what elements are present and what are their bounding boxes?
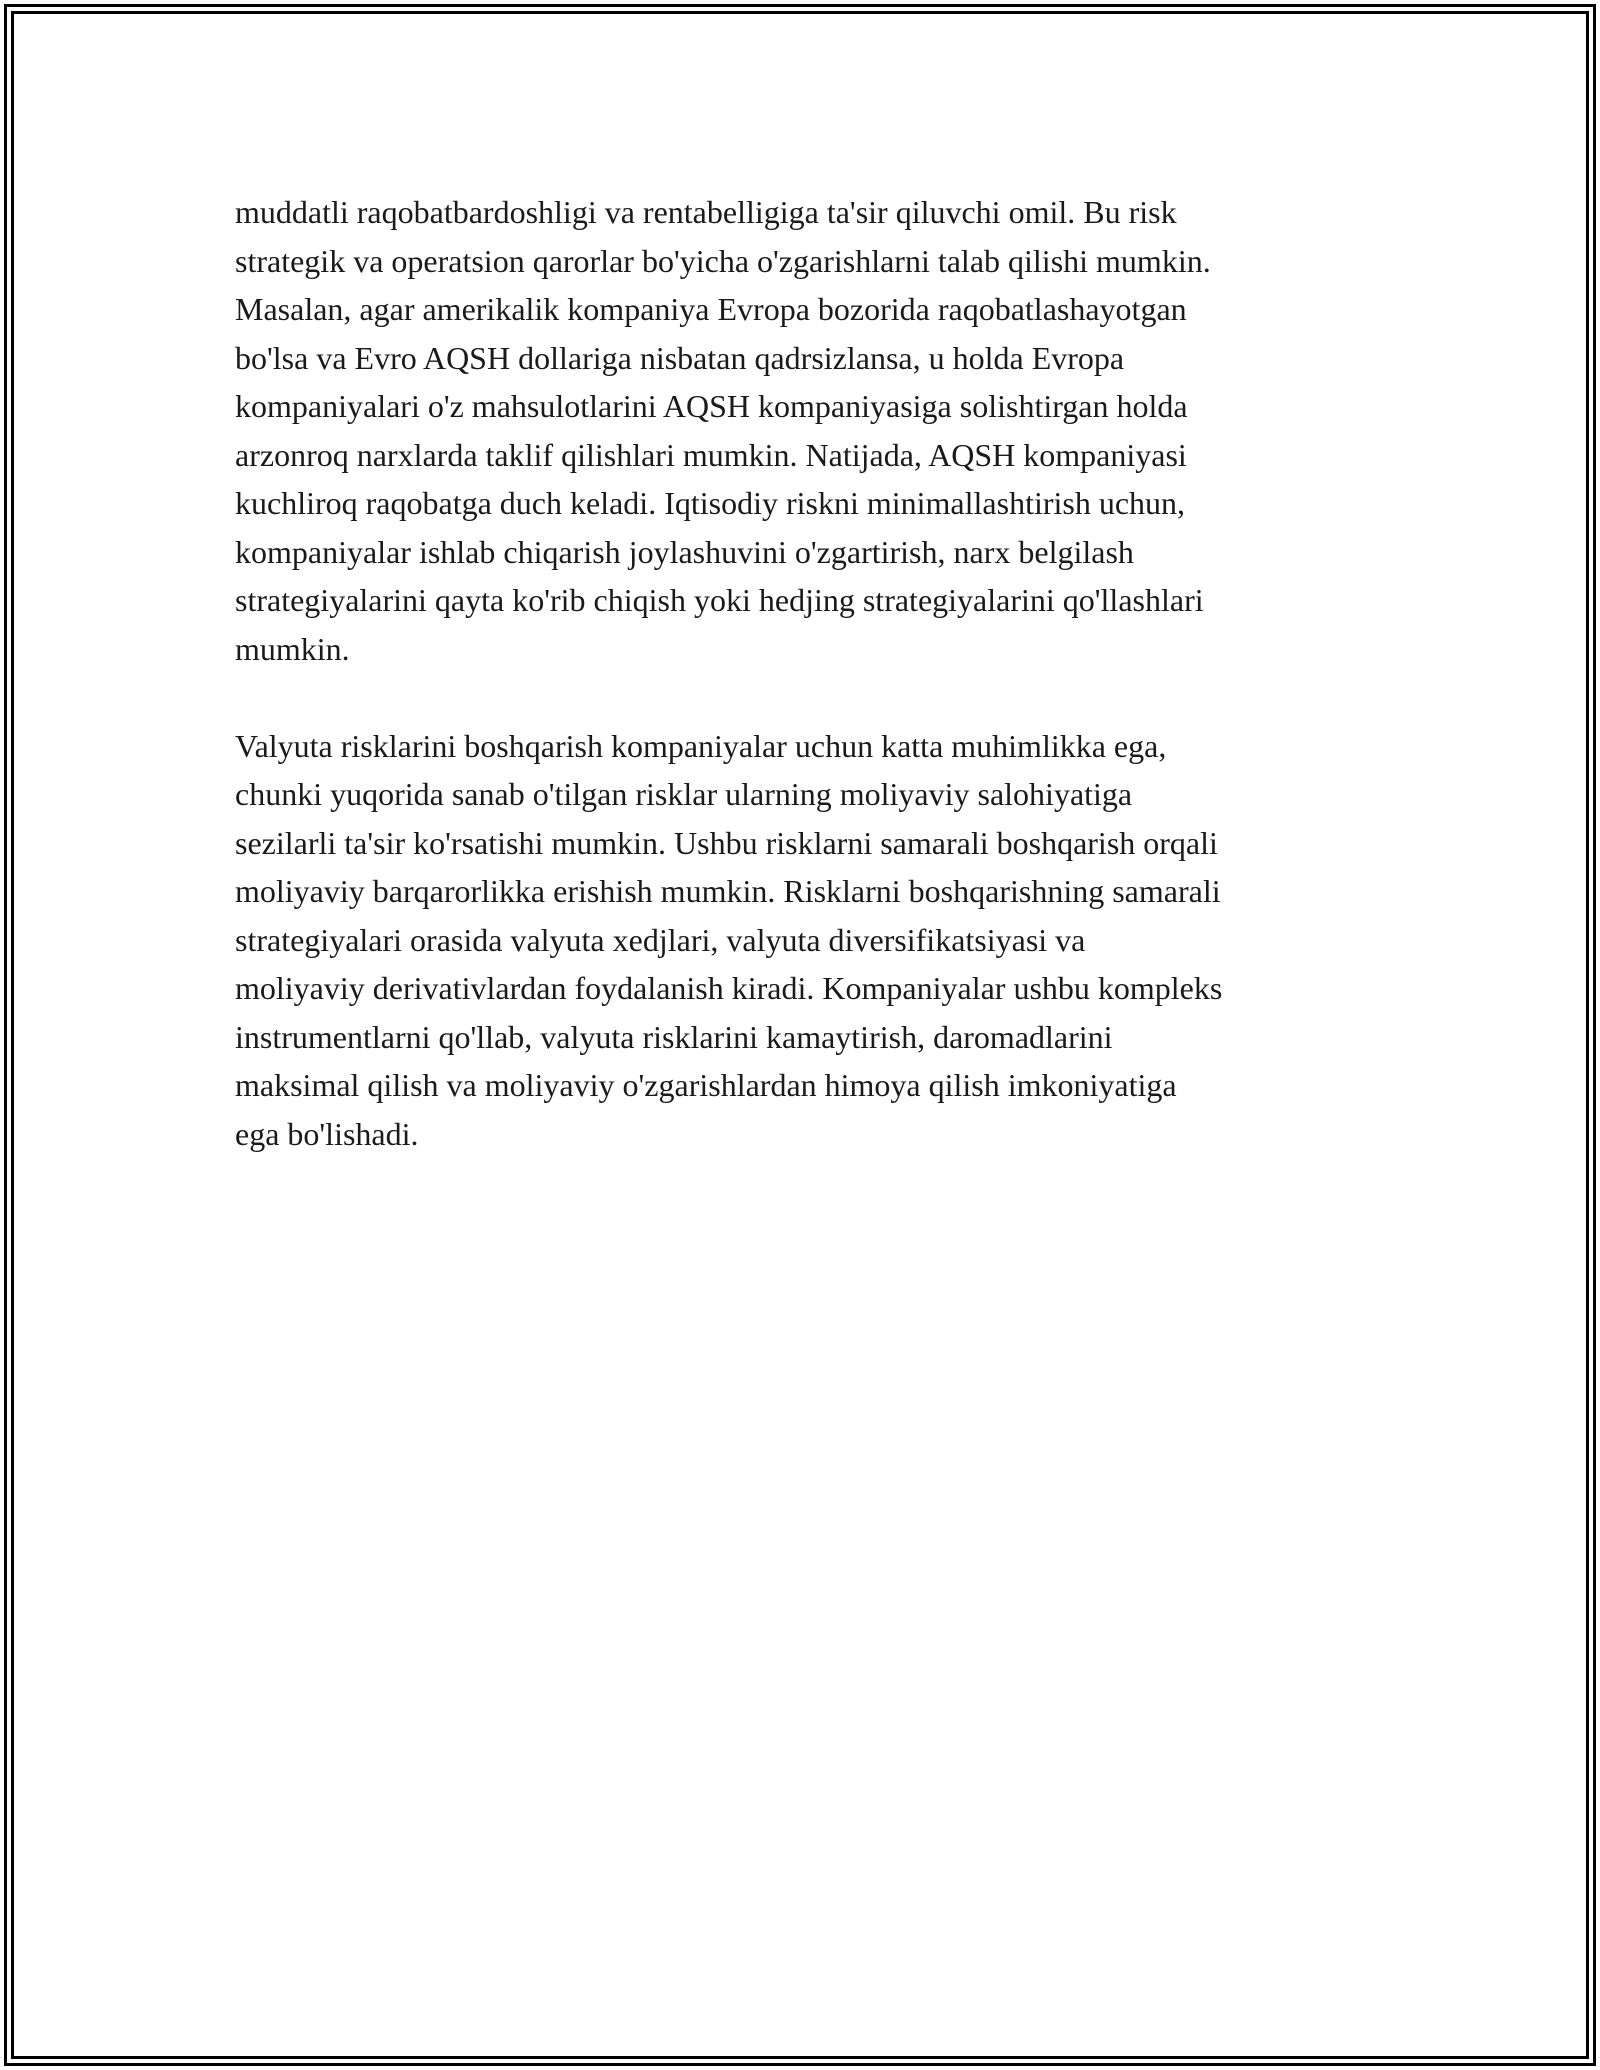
- text-line: muddatli raqobatbardoshligi va rentabelligiga ta'sir qiluvchi omil. Bu risk: [235, 194, 1177, 230]
- text-line: ega bo'lishadi.: [235, 1115, 419, 1152]
- text-line: strategiyalari orasida valyuta xedjlari, valyuta diversifikatsiyasi va: [235, 921, 1086, 958]
- text-line: instrumentlarni qo'llab, valyuta risklarini kamaytirish, daromadlarini: [235, 1018, 1113, 1055]
- paragraph-1: [235, 188, 1375, 673]
- text-line: kuchliroq raqobatga duch keladi. Iqtisodiy riskni minimallashtirish uchun,: [235, 485, 1186, 521]
- text-line: sezilarli ta'sir ko'rsatishi mumkin. Ushbu risklarni samarali boshqarish orqali: [235, 824, 1218, 861]
- text-line: chunki yuqorida sanab o'tilgan risklar ularning moliyaviy salohiyatiga: [235, 776, 1133, 812]
- text-line: strategik va operatsion qarorlar bo'yicha o'zgarishlarni talab qilishi mumkin.: [235, 242, 1211, 279]
- text-line: kompaniyalari o'z mahsulotlarini AQSH kompaniyasiga solishtirgan holda: [235, 388, 1188, 424]
- text-line: bo'lsa va Evro AQSH dollariga nisbatan qadrsizlansa, u holda Evropa: [235, 339, 1125, 376]
- text-line: Valyuta risklarini boshqarish kompaniyalar uchun katta muhimlikka ega,: [235, 727, 1167, 764]
- text-line: strategiyalarini qayta ko'rib chiqish yoki hedjing strategiyalarini qo'llashlari: [235, 582, 1204, 618]
- text-line: mumkin.: [235, 630, 350, 667]
- text-line: kompaniyalar ishlab chiqarish joylashuvini o'zgartirish, narx belgilash: [235, 533, 1134, 570]
- paragraph-2: [235, 722, 1375, 1159]
- text-line: maksimal qilish va moliyaviy o'zgarishlardan himoya qilish imkoniyatiga: [235, 1067, 1177, 1103]
- text-line: moliyaviy barqarorlikka erishish mumkin. Risklarni boshqarishning samarali: [235, 873, 1221, 909]
- text-line: arzonroq narxlarda taklif qilishlari mumkin. Natijada, AQSH kompaniyasi: [235, 436, 1187, 473]
- text-line: moliyaviy derivativlardan foydalanish kiradi. Kompaniyalar ushbu kompleks: [235, 970, 1223, 1006]
- document-body: [235, 188, 1375, 1207]
- text-line: Masalan, agar amerikalik kompaniya Evropa bozorida raqobatlashayotgan: [235, 291, 1187, 327]
